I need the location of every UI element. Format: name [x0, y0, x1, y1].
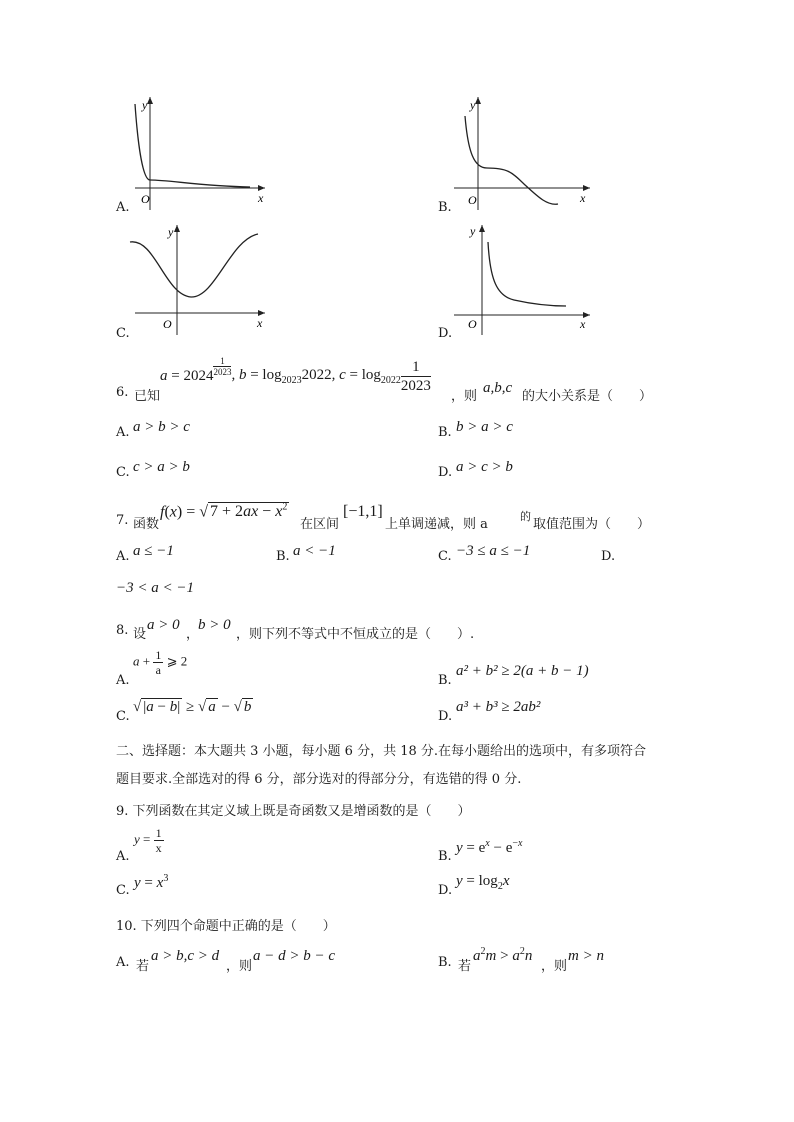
graph-c-label: C. — [116, 326, 130, 341]
section2-line2: 题目要求.全部选对的得 6 分，部分选对的得部分分，有选错的得 0 分. — [116, 772, 522, 787]
q7-number: 7. — [116, 513, 129, 528]
graph-a-origin: O — [141, 192, 150, 206]
q7-opt-c: −3 ≤ a ≤ −1 — [456, 543, 531, 559]
q8-opt-c: √ |a − b| ≥ √ a − √ b — [133, 699, 252, 715]
q9-opt-a-label: A. — [116, 849, 130, 864]
graph-a-y-label: y — [142, 98, 148, 112]
q10-opt-b-label: B. — [438, 955, 452, 970]
q6-opt-b: b > a > c — [456, 419, 513, 435]
q7-stem-5: 取值范围为（ ） — [533, 517, 651, 532]
q6-opt-a: a > b > c — [133, 419, 190, 435]
q8-opt-d: a³ + b³ ≥ 2ab² — [456, 699, 541, 715]
q7-opt-b-label: B. — [276, 549, 290, 564]
q10-opt-b-then: ，则 — [541, 959, 568, 974]
graph-c — [125, 220, 270, 338]
q10-opt-a-result: a − d > b − c — [253, 948, 336, 964]
q9-opt-b: $y = e^x - e^{-x}$ — [456, 838, 523, 856]
graph-c-curve — [130, 234, 258, 297]
graph-c-x-label: x — [257, 316, 263, 330]
q8-stem-2: ，则下列不等式中不恒成立的是（ ）. — [236, 627, 475, 642]
graph-d — [452, 220, 597, 338]
q8-cond-2: b > 0 — [198, 617, 231, 633]
q7-opt-a: a ≤ −1 — [133, 543, 174, 559]
graph-a — [125, 92, 270, 212]
graph-c-y-label: y — [168, 225, 174, 239]
graph-b-curve — [465, 116, 558, 204]
q7-opt-c-label: C. — [438, 549, 452, 564]
q10-opt-a-if: 若 — [136, 959, 150, 974]
q6-opt-a-label: A. — [116, 425, 130, 440]
q8-cond-1: a > 0 — [147, 617, 180, 633]
graph-a-x-label: x — [258, 191, 264, 205]
graph-d-origin: O — [468, 317, 477, 331]
q7-interval: [−1,1] — [343, 503, 383, 520]
q7-opt-d-label: D. — [601, 549, 616, 564]
q6-opt-d-label: D. — [438, 465, 453, 480]
q8-opt-b: a² + b² ≥ 2(a + b − 1) — [456, 663, 589, 679]
graph-b — [452, 92, 597, 212]
q6-stem-pre: 已知 — [134, 389, 161, 404]
q6-opt-c-label: C. — [116, 465, 130, 480]
q9-opt-d-label: D. — [438, 883, 453, 898]
q9-opt-c-label: C. — [116, 883, 130, 898]
q9-opt-d: $y = \log_2x$ — [456, 873, 510, 892]
q9-opt-a: y = $\frac{1}{x}$ — [134, 826, 162, 855]
q8-opt-a: a + $\frac{1}{a}$ ⩾ 2 — [133, 648, 188, 677]
graph-d-x-label: x — [580, 317, 586, 331]
graph-d-curve — [488, 242, 566, 306]
graph-b-y-label: y — [470, 98, 476, 112]
q8-opt-c-label: C. — [116, 709, 130, 724]
q7-stem-1: 函数 — [133, 517, 160, 532]
q6-opt-b-label: B. — [438, 425, 452, 440]
q7-stem-3: 上单调递减，则 a — [385, 517, 488, 532]
q7-opt-a-label: A. — [116, 549, 130, 564]
q9-opt-c: $y = x^3$ — [134, 873, 169, 891]
graph-a-label: A. — [116, 200, 130, 215]
q10-opt-a-then: ，则 — [226, 959, 253, 974]
section2-line1: 二、选择题：本大题共 3 小题，每小题 6 分，共 18 分.在每小题给出的选项中，有多项符合 — [116, 744, 647, 759]
q8-opt-b-label: B. — [438, 673, 452, 688]
graph-d-y-arrow — [479, 225, 485, 232]
graph-b-origin: O — [468, 193, 477, 207]
q8-stem-1: 设 — [133, 627, 147, 642]
q10-opt-a-label: A. — [116, 955, 130, 970]
q10-opt-a-cond: a > b,c > d — [151, 948, 220, 964]
graph-b-x-label: x — [580, 191, 586, 205]
q6-vars: a,b,c — [483, 380, 513, 396]
q6-given-values: a = 2024 $\frac{1}{2023}$ , $b = \log_{2023}2022$, $c = \log_{2022}$ $\frac{1}{2023}$ — [160, 356, 431, 394]
q8-opt-d-label: D. — [438, 709, 453, 724]
q7-function: f(x) = √ $7 + 2ax - x^2$ — [160, 502, 288, 521]
q6-stem-post: ，则 — [451, 389, 478, 404]
graph-c-origin: O — [163, 317, 172, 331]
q7-stem-2: 在区间 — [300, 517, 340, 532]
graph-c-y-arrow — [174, 225, 180, 232]
q9-stem: 9. 下列函数在其定义域上既是奇函数又是增函数的是（ ） — [116, 804, 471, 819]
q6-opt-d: a > c > b — [456, 459, 513, 475]
q6-opt-c: c > a > b — [133, 459, 190, 475]
graph-b-y-arrow — [475, 97, 481, 104]
q6-stem-end: 的大小关系是（ ） — [522, 389, 653, 404]
q7-opt-d: −3 < a < −1 — [116, 580, 194, 596]
q10-opt-b-if: 若 — [458, 959, 472, 974]
q10-opt-b-result: m > n — [568, 948, 604, 964]
q7-stem-4: 的 — [520, 510, 531, 523]
q8-opt-a-label: A. — [116, 673, 130, 688]
q6-number: 6. — [116, 385, 129, 400]
q9-opt-b-label: B. — [438, 849, 452, 864]
graph-a-y-arrow — [147, 97, 153, 104]
q10-stem: 10. 下列四个命题中正确的是（ ） — [116, 919, 336, 934]
graph-d-label: D. — [438, 326, 453, 341]
graph-d-y-label: y — [470, 224, 476, 238]
graph-a-curve — [135, 104, 250, 187]
q10-opt-b-cond: $a^2m > a^2n$ — [473, 946, 533, 964]
graph-b-label: B. — [438, 200, 452, 215]
q8-sep: ， — [186, 627, 200, 642]
q8-number: 8. — [116, 623, 129, 638]
q7-opt-b: a < −1 — [293, 543, 336, 559]
